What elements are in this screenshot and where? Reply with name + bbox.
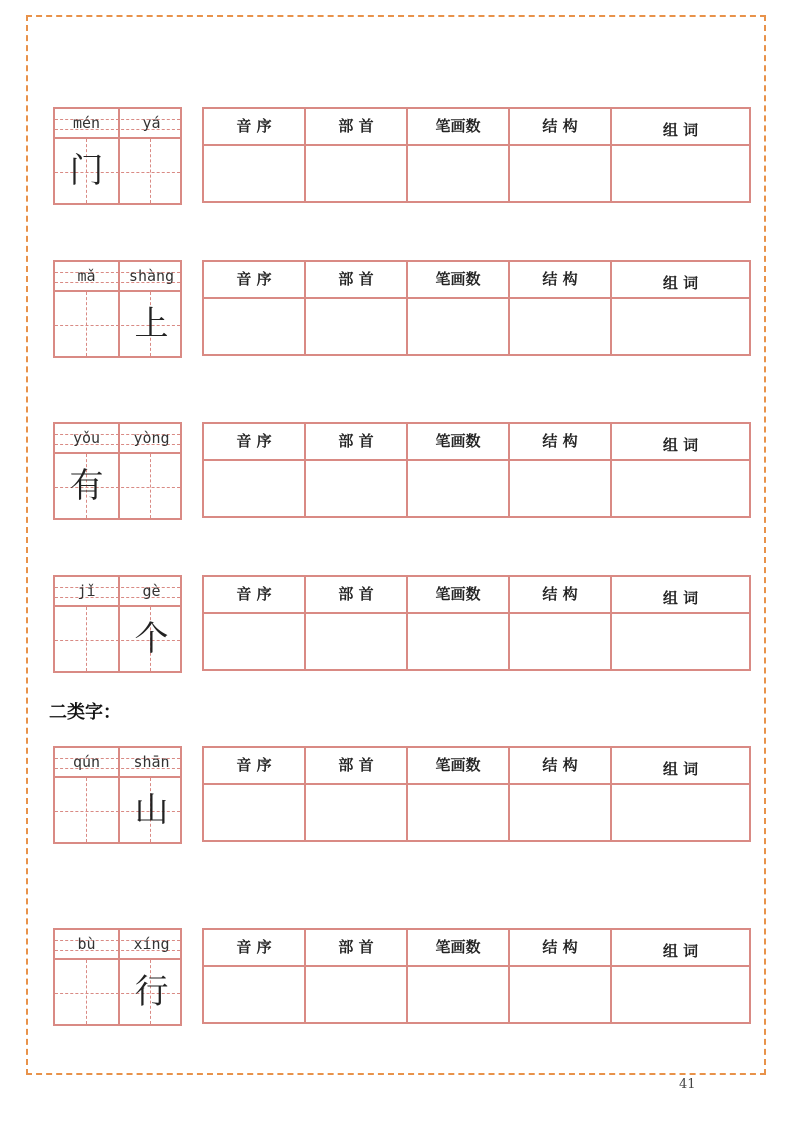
- header-bihuashu: 笔画数: [435, 117, 481, 135]
- header-jiegou: 结 构: [542, 270, 578, 288]
- header-yinxu: 音 序: [236, 270, 272, 288]
- hanzi-right: 行: [134, 972, 169, 1012]
- section-title: 二类字：: [49, 702, 121, 723]
- character-grid: [53, 422, 182, 520]
- info-table: [202, 746, 751, 842]
- header-bushou: 部 首: [338, 938, 374, 956]
- header-bushou: 部 首: [338, 432, 374, 450]
- character-row: [0, 422, 793, 522]
- pinyin-left: jǐ: [77, 582, 96, 600]
- header-bihuashu: 笔画数: [435, 756, 481, 774]
- pinyin-left: qún: [72, 753, 101, 771]
- character-row: [0, 260, 793, 360]
- header-bushou: 部 首: [338, 270, 374, 288]
- header-bushou: 部 首: [338, 585, 374, 603]
- hanzi-left: 有: [69, 466, 104, 506]
- header-yinxu: 音 序: [236, 585, 272, 603]
- character-row: [0, 746, 793, 846]
- pinyin-left: bù: [77, 935, 96, 953]
- info-table: [202, 107, 751, 203]
- header-jiegou: 结 构: [542, 432, 578, 450]
- header-bihuashu: 笔画数: [435, 432, 481, 450]
- hanzi-left: 门: [69, 151, 104, 191]
- character-grid: [53, 107, 182, 205]
- pinyin-left: mén: [72, 114, 101, 132]
- pinyin-right: gè: [142, 582, 161, 600]
- pinyin-right: shān: [133, 753, 170, 771]
- info-table: [202, 260, 751, 356]
- header-zuci: 组 词: [662, 274, 699, 292]
- header-zuci: 组 词: [662, 121, 699, 139]
- header-zuci: 组 词: [662, 589, 699, 607]
- header-bushou: 部 首: [338, 756, 374, 774]
- pinyin-right: xíng: [133, 935, 170, 953]
- character-row: [0, 928, 793, 1028]
- header-bushou: 部 首: [338, 117, 374, 135]
- header-jiegou: 结 构: [542, 756, 578, 774]
- character-row: [0, 575, 793, 675]
- character-grid: [53, 928, 182, 1026]
- page-number: 41: [679, 1077, 696, 1092]
- character-grid: [53, 746, 182, 844]
- header-jiegou: 结 构: [542, 938, 578, 956]
- info-table: [202, 928, 751, 1024]
- hanzi-right: 上: [134, 304, 169, 344]
- pinyin-right: yòng: [133, 429, 170, 447]
- header-jiegou: 结 构: [542, 585, 578, 603]
- hanzi-right: 山: [134, 790, 169, 830]
- header-jiegou: 结 构: [542, 117, 578, 135]
- header-zuci: 组 词: [662, 942, 699, 960]
- header-yinxu: 音 序: [236, 117, 272, 135]
- info-table: [202, 575, 751, 671]
- hanzi-right: 个: [134, 619, 169, 659]
- pinyin-right: yá: [142, 114, 161, 132]
- character-row: [0, 107, 793, 207]
- header-zuci: 组 词: [662, 760, 699, 778]
- header-bihuashu: 笔画数: [435, 938, 481, 956]
- pinyin-right: shàng: [128, 267, 175, 285]
- header-bihuashu: 笔画数: [435, 270, 481, 288]
- info-table: [202, 422, 751, 518]
- character-grid: [53, 260, 182, 358]
- header-bihuashu: 笔画数: [435, 585, 481, 603]
- header-yinxu: 音 序: [236, 938, 272, 956]
- pinyin-left: yǒu: [72, 429, 101, 447]
- character-grid: [53, 575, 182, 673]
- header-yinxu: 音 序: [236, 756, 272, 774]
- pinyin-left: mǎ: [77, 267, 96, 285]
- header-zuci: 组 词: [662, 436, 699, 454]
- header-yinxu: 音 序: [236, 432, 272, 450]
